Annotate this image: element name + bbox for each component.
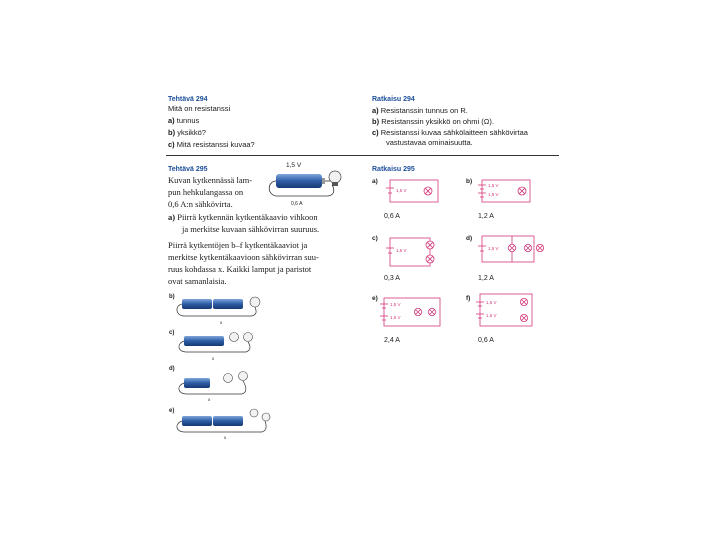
diagram-f-answer: 0,6 A (478, 337, 494, 344)
solution-294-item-b: b) Resistanssin yksikkö on ohmi (Ω). (372, 117, 494, 126)
battery (276, 174, 322, 188)
battery-terminal (322, 178, 325, 184)
lamp-icon (230, 333, 239, 342)
figure-c-x: x (212, 356, 215, 361)
figure-b-label: b) (169, 294, 175, 300)
diagram-c-answer: 0,3 A (384, 275, 400, 282)
task-295-photo-circuit (262, 158, 352, 210)
task-294-question: Mitä on resistanssi (168, 104, 231, 113)
solution-295-title: Ratkaisu 295 (372, 166, 415, 173)
task-295-item-a-line-2: ja merkitse kuvaan sähkövirran suuruus. (182, 224, 320, 234)
task-295-item-a: a) Piirrä kytkennän kytkentäkaavio vihkoon (168, 212, 318, 222)
lamp-icon (239, 372, 248, 381)
lamp-bulb (329, 171, 341, 183)
battery (182, 299, 212, 309)
diagram-f (476, 294, 532, 326)
solution-294-item-c: c) Resistanssi kuvaa sähkölaitteen sähkövirtaa (372, 128, 528, 137)
figure-c (179, 333, 253, 362)
task-295-text2-line-4: ovat samanlaisia. (168, 276, 227, 286)
diagram-c (386, 238, 434, 266)
figure-e-label: e) (169, 408, 175, 414)
figure-d-label: d) (169, 366, 175, 372)
diagram-e-label: e) (372, 295, 378, 302)
section-divider (166, 155, 559, 156)
diagram-a (386, 180, 438, 202)
figure-e (177, 409, 270, 440)
diagram-e-answer: 2,4 A (384, 337, 400, 344)
task-294-item-c: c) Mitä resistanssi kuvaa? (168, 140, 255, 149)
task-294-title: Tehtävä 294 (168, 96, 208, 103)
diagram-d-label: d) (466, 235, 473, 242)
lamp-icon (244, 333, 253, 342)
battery (213, 299, 243, 309)
diagram-f-label: f) (466, 295, 471, 302)
task-295-title: Tehtävä 295 (168, 166, 208, 173)
task-295-text2-line-2: merkitse kytkentäkaavioon sähkövirran suu- (168, 252, 319, 262)
lamp-socket (332, 182, 338, 186)
lamp-icon (250, 297, 260, 307)
diagram-f-voltage-1: 1,5 V (486, 300, 497, 305)
diagram-c-voltage: 1,5 V (396, 248, 407, 253)
diagram-d-voltage: 1,5 V (488, 246, 499, 251)
diagram-c-label: c) (372, 235, 378, 242)
task-294-item-a: a) tunnus (168, 116, 200, 125)
figure-e-x: x (224, 435, 227, 440)
task-294-item-b: b) yksikkö? (168, 128, 206, 137)
figure-d (179, 372, 248, 403)
figure-d-x: x (208, 397, 211, 402)
task-295-line-2: pun hehkulangassa on (168, 187, 244, 197)
diagram-f-voltage-2: 1,5 V (486, 313, 497, 318)
figure-b-x: x (220, 320, 223, 325)
diagram-a-voltage: 1,5 V (396, 188, 407, 193)
photo-voltage-label: 1,5 V (286, 162, 302, 169)
task-295-text2-line-3: ruus kohdassa x. Kaikki lamput ja paristot (168, 264, 312, 274)
solution-294-item-c-line-2: vastustavaa ominaisuutta. (386, 138, 473, 147)
battery (213, 416, 243, 426)
battery (184, 378, 210, 388)
diagram-e-voltage-2: 1,5 V (390, 315, 401, 320)
task-295-figures (168, 292, 273, 440)
solution-295-diagrams (370, 174, 560, 346)
diagram-a-answer: 0,6 A (384, 213, 400, 220)
diagram-b-voltage-2: 1,5 V (488, 192, 499, 197)
figure-b (177, 297, 260, 325)
figure-c-label: c) (169, 330, 175, 336)
diagram-a-label: a) (372, 178, 378, 185)
diagram-b (478, 180, 530, 202)
battery (184, 336, 224, 346)
task-295-line-1: Kuvan kytkennässä lam- (168, 175, 253, 185)
lamp-icon (262, 413, 270, 421)
diagram-d-answer: 1,2 A (478, 275, 494, 282)
task-295-text2-line-1: Piirrä kytkentöjen b–f kytkentäkaaviot ja (168, 240, 308, 250)
diagram-b-label: b) (466, 178, 473, 185)
battery (182, 416, 212, 426)
solution-294-title: Ratkaisu 294 (372, 96, 415, 103)
diagram-e-voltage-1: 1,5 V (390, 302, 401, 307)
diagram-b-answer: 1,2 A (478, 213, 494, 220)
lamp-icon (250, 409, 258, 417)
task-295-line-3: 0,6 A:n sähkövirta. (168, 199, 233, 209)
diagram-b-voltage-1: 1,5 V (488, 183, 499, 188)
photo-current-label: 0,6 A (291, 201, 303, 207)
lamp-icon (224, 374, 233, 383)
solution-294-item-a: a) Resistanssin tunnus on R. (372, 106, 468, 115)
diagram-e (380, 298, 440, 326)
